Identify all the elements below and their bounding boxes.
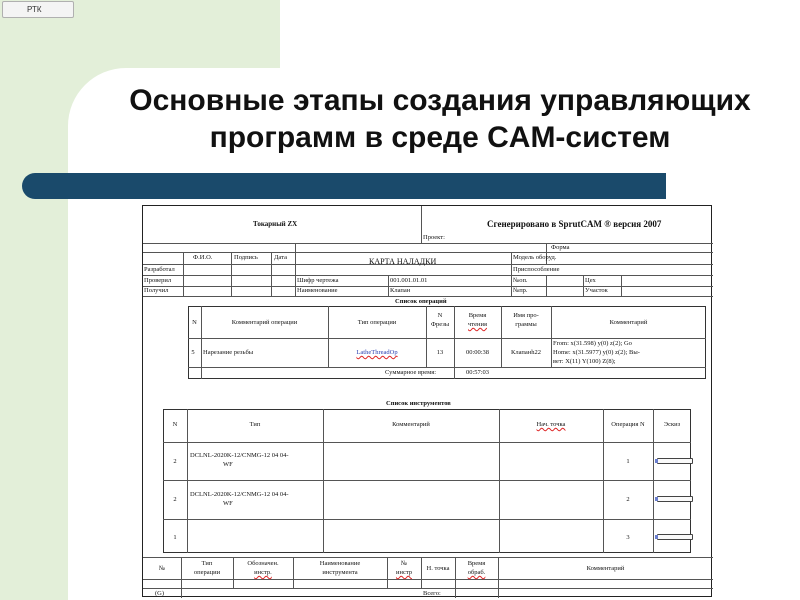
device-label: Приспособление [513, 266, 560, 273]
name-value: Клапан [390, 287, 411, 294]
ops-header-note: Комментарий [609, 319, 648, 326]
tool-row-n: 2 [173, 496, 177, 503]
bottom-header-comment: Комментарий [586, 565, 625, 572]
drawing-code-label: Шифр чертежа [297, 277, 339, 284]
total-time-value: 00:57:03 [465, 369, 490, 376]
pencil-sketch-icon[interactable] [657, 458, 693, 464]
tool-row-op: 1 [626, 458, 630, 465]
op-row-note-1: From: x(31.598) y(0) z(2); Go [553, 340, 632, 347]
tool-row-op: 3 [626, 534, 630, 541]
date-label: Дата [274, 254, 287, 261]
signature-label: Подпись [234, 254, 258, 261]
ops-header-n: N [192, 319, 197, 326]
card-title: КАРТА НАЛАДКИ [369, 257, 437, 266]
op-number-label: №оп. [513, 277, 528, 284]
bottom-header-type-2: операции [193, 569, 221, 576]
bottom-header-type: Тип [201, 560, 213, 567]
bottom-header-tool-no: № [400, 560, 408, 567]
bottom-header-time-2: обраб. [467, 569, 486, 576]
bottom-row-no: (G) [155, 590, 165, 597]
ops-header-time-2: чтения [468, 321, 487, 328]
ops-header-tool-n: N [437, 312, 443, 319]
area-label: Участок [585, 287, 608, 294]
received-label: Получил [144, 287, 169, 294]
model-label: Модель оборуд. [513, 254, 557, 261]
ops-header-tool: Фрезы [430, 321, 450, 328]
tools-header-comment: Комментарий [392, 421, 430, 428]
shop-label: Цех [585, 277, 596, 284]
bottom-header-designation: Обозначен. [247, 560, 279, 567]
op-row-comment: Нарезание резьбы [203, 349, 254, 356]
ops-header-type: Тип операции [357, 319, 397, 326]
tools-header-sketch: Эскиз [663, 421, 681, 428]
op-row-note-2: Home: x(31.5977) y(0) z(2); Вы- [553, 349, 640, 356]
op-row-note-3: вет: X(11) Y(100) Z(8); [553, 358, 616, 365]
bottom-header-tool-name: Наименование [319, 560, 361, 567]
tool-row-type-2: WF [223, 500, 233, 507]
tool-row-n: 2 [173, 458, 177, 465]
ops-header-time: Время [468, 312, 487, 319]
op-row-program: Клапанh22 [511, 349, 541, 356]
name-label: Наименование [297, 287, 338, 294]
tool-row-type-2: WF [223, 461, 233, 468]
pencil-sketch-icon[interactable] [657, 534, 693, 540]
generated-note: Сгенерировано в SprutCAM ® версия 2007 [487, 219, 662, 229]
tools-header-n: N [172, 421, 178, 428]
tools-header-op: Операция N [611, 421, 645, 428]
op-row-n: 5 [191, 349, 195, 356]
checked-label: Проверил [144, 277, 172, 284]
bottom-header-tool-no-2: инстр [395, 569, 412, 576]
ops-header-program: Имя про- [513, 312, 539, 319]
tools-header-type: Тип [249, 421, 261, 428]
op-row-time: 00:00:38 [465, 349, 490, 356]
setup-card-document [142, 205, 712, 597]
ops-header-comment: Комментарий операции [231, 319, 298, 326]
bottom-header-tool-name-2: инструмента [322, 569, 358, 576]
op-row-tool: 13 [436, 349, 444, 356]
bottom-header-no: № [158, 565, 166, 572]
tool-row-type: DCLNL-2020K-12/CNMG-12 04 04- [190, 452, 289, 459]
op-row-type: LatheThreadOp [356, 349, 398, 356]
tool-row-type: DCLNL-2020K-12/CNMG-12 04 04- [190, 491, 289, 498]
tools-table [163, 409, 691, 553]
slide-title-line-2: программ в среде CAM-систем [209, 121, 671, 154]
machine-name: Токарный ZX [253, 220, 298, 228]
setup-label: №пр. [513, 287, 528, 294]
total-time-label: Суммарное время: [385, 369, 437, 376]
bottom-total-label: Всего: [423, 590, 441, 597]
tools-list-title: Список инструментов [386, 400, 451, 407]
operations-list-title: Список операций [395, 298, 447, 305]
slide-title-line-1: Основные этапы создания управляющих [129, 84, 751, 117]
rtk-badge[interactable]: РТК [2, 1, 74, 18]
bottom-header-designation-2: инстр. [254, 569, 272, 576]
slide-title [95, 82, 785, 156]
tool-row-op: 2 [626, 496, 630, 503]
title-underline-bar [22, 173, 666, 199]
developed-label: Разработал [144, 266, 175, 273]
pencil-sketch-icon[interactable] [657, 496, 693, 502]
bottom-header-start: Н. точка [426, 565, 450, 572]
fio-label: Ф.И.О. [193, 254, 213, 261]
drawing-code-value: 001.001.01.01 [390, 277, 428, 284]
bottom-header-time: Время [467, 560, 486, 567]
ops-header-program-2: граммы [515, 321, 537, 328]
project-label: Проект: [423, 234, 445, 241]
tools-header-start: Нач. точка [536, 421, 566, 428]
tool-row-n: 1 [173, 534, 177, 541]
form-label: Форма [551, 244, 570, 251]
